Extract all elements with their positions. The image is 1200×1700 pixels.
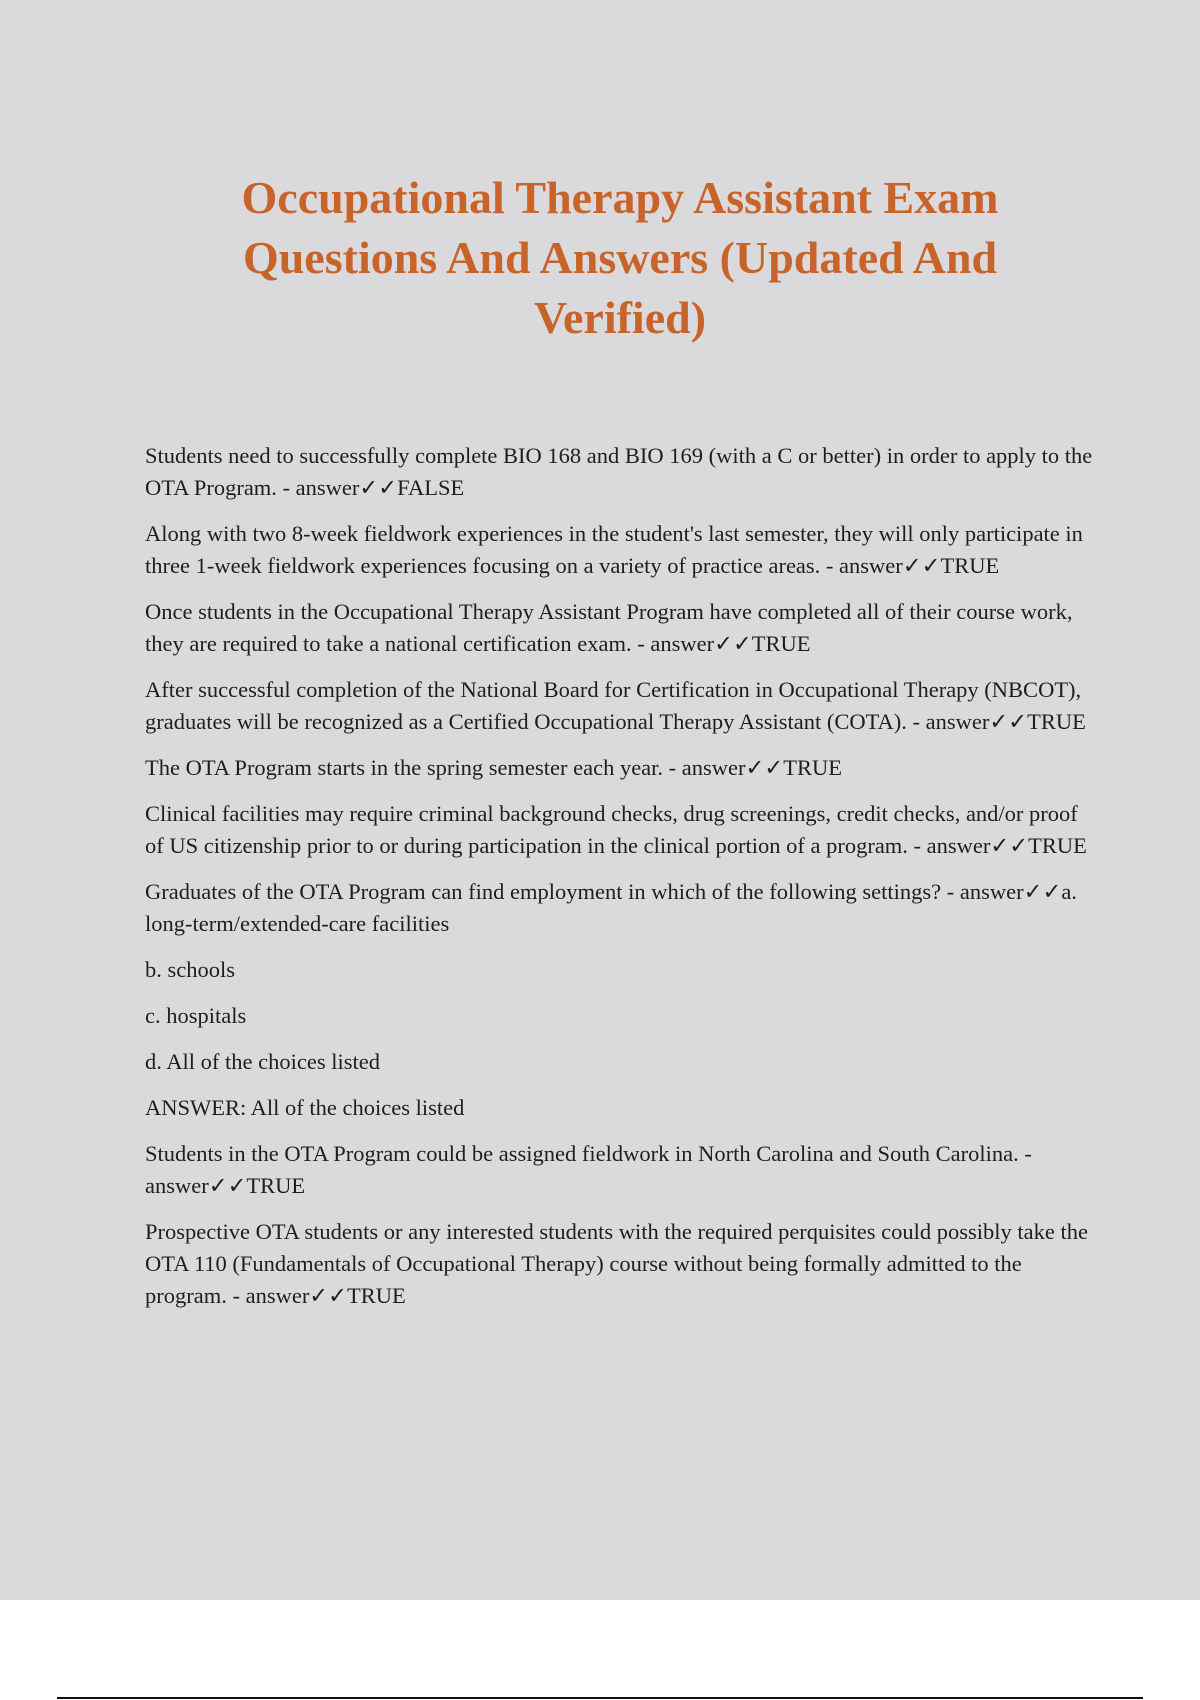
choice-b: b. schools	[145, 957, 235, 982]
choice-c: c. hospitals	[145, 1003, 247, 1028]
question-2: Along with two 8-week fieldwork experiences in the student's last semester, they will only participate in three 1-week fieldwork experiences focusing on a variety of practice areas. - answer✓✓TRUE	[145, 521, 1083, 578]
answer-line: ANSWER: All of the choices listed	[145, 1095, 465, 1120]
document-title: Occupational Therapy Assistant Exam Questions And Answers (Updated And Verified)	[241, 172, 999, 343]
document-body	[145, 440, 1095, 1326]
question-4: After successful completion of the National Board for Certification in Occupational Therapy (NBCOT), graduates will be recognized as a Certified Occupational Therapy Assistant (COTA). - answer✓✓TRUE	[145, 677, 1086, 734]
footer-divider	[57, 1697, 1143, 1699]
question-1: Students need to successfully complete BIO 168 and BIO 169 (with a C or better) in order to apply to the OTA Program. - answer✓✓FALSE	[145, 443, 1093, 500]
question-9: Prospective OTA students or any interested students with the required perquisites could possibly take the OTA 110 (Fundamentals of Occupational Therapy) course without being formally admitted to the program. - answer✓✓TRUE	[145, 1219, 1089, 1308]
choice-d: d. All of the choices listed	[145, 1049, 380, 1074]
question-8: Students in the OTA Program could be assigned fieldwork in North Carolina and South Carolina. - answer✓✓TRUE	[145, 1141, 1032, 1198]
question-5: The OTA Program starts in the spring semester each year. - answer✓✓TRUE	[145, 755, 842, 780]
question-3: Once students in the Occupational Therapy Assistant Program have completed all of their course work, they are required to take a national certification exam. - answer✓✓TRUE	[145, 599, 1073, 656]
question-6: Clinical facilities may require criminal background checks, drug screenings, credit checks, and/or proof of US citizenship prior to or during participation in the clinical portion of a program. - answer✓✓TRUE	[145, 801, 1087, 858]
question-7: Graduates of the OTA Program can find employment in which of the following settings? - answer✓✓a. long-term/extended-care facilities	[145, 879, 1077, 936]
